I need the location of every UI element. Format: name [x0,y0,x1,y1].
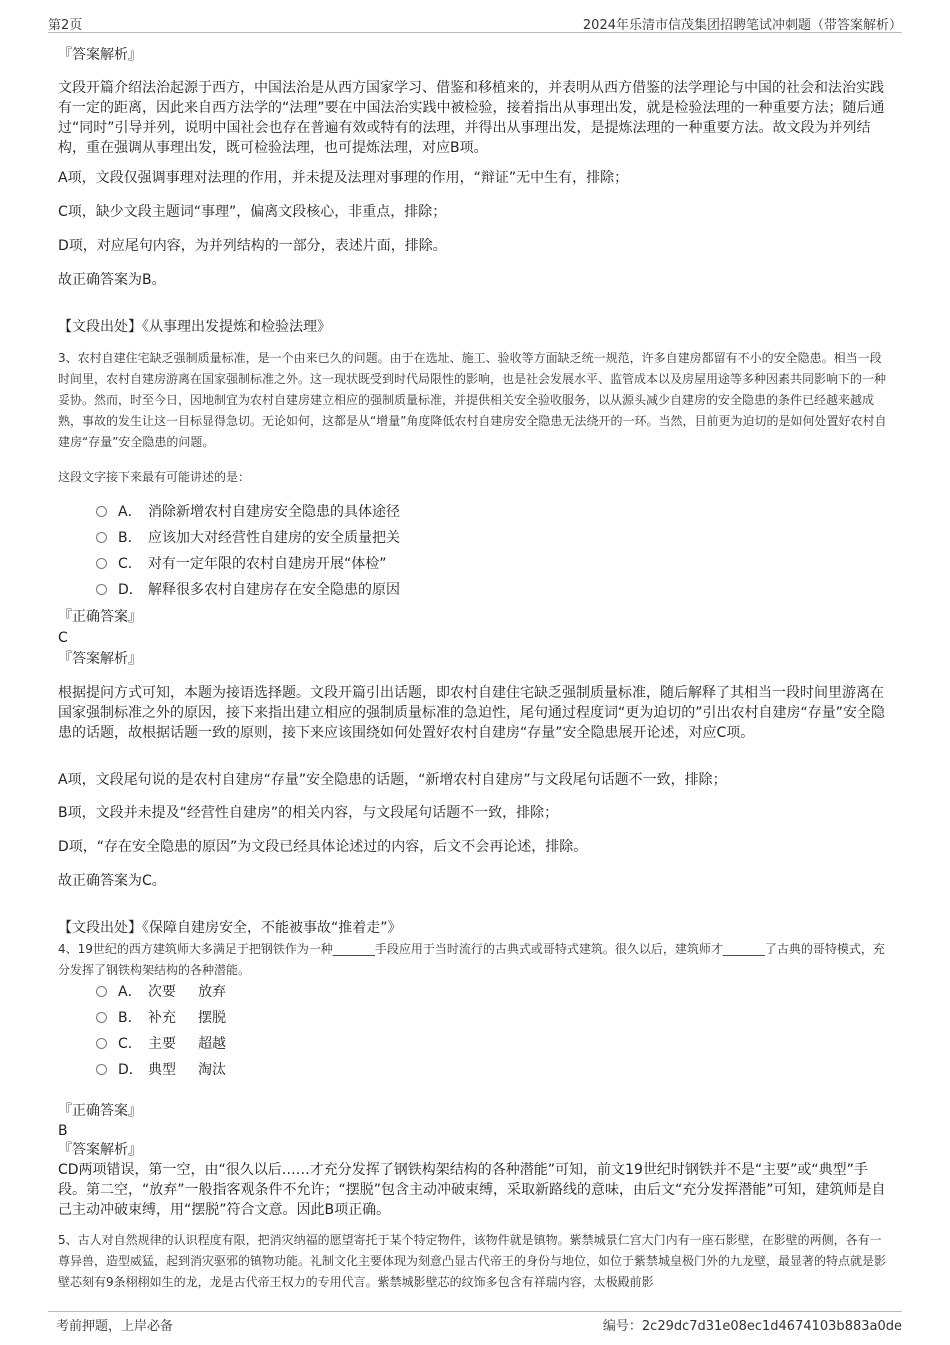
document-title: 2024年乐清市信茂集团招聘笔试冲刺题（带答案解析） [582,18,902,33]
radio-icon[interactable] [96,506,107,517]
q3-analysis-text: 根据提问方式可知，本题为接语选择题。文段开篇引出话题，即农村自建住宅缺乏强制质量标准，随后解释了其相当一段时间里游离在国家强制标准之外的原因，接下来指出建立相应的强制质量标准的急迫性，尾句通过程度词“更为迫切的”引出农村自建房“存量”安全隐患的话题，故根据话题一致的原则，接下来应该围绕如何处置好农村自建房“存量”安全隐患展开论述，对应C项。 [58,685,886,741]
q4-option-a[interactable]: A． 次要 放弃 [96,982,226,1002]
q3-option-c[interactable]: C． 对有一定年限的农村自建房开展“体检” [96,554,387,574]
q4-option-b[interactable]: B． 补充 摆脱 [96,1008,226,1028]
q3-answer: C [58,630,68,646]
radio-icon[interactable] [96,1064,107,1075]
q2-option-a-explanation: A项，文段仅强调事理对法理的作用，并未提及法理对事理的作用，“辩证”无中生有，排除； [58,170,629,186]
radio-icon[interactable] [96,986,107,997]
radio-icon[interactable] [96,532,107,543]
q2-option-d-explanation: D项，对应尾句内容，为并列结构的一部分，表述片面，排除。 [58,238,447,254]
q3-prompt: 这段文字接下来最有可能讲述的是： [58,470,251,484]
footer-slogan: 考前押题，上岸必备 [56,1319,174,1334]
q3-question-text: 3、农村自建住宅缺乏强制质量标准，是一个由来已久的问题。由于在选址、施工、验收等方面缺乏统一规范，许多自建房都留有不小的安全隐患。相当一段时间里，农村自建房游离在国家强制标准之外。这一现状既受到时代局限性的影响，也是社会发展水平、监管成本以及房屋用途等多种因素共同影响下的一种妥协。然而，时至今日，因地制宜为农村自建房建立相应的强制质量标准，并提供相关安全验收服务，以从源头减少自建房的安全隐患的条件已经越来越成熟，事故的发生让这一目标显得急切。无论如何，这都是从“增量”角度降低农村自建房安全隐患无法绕开的一环。当然，目前更为迫切的是如何处置好农村自建房“存量”安全隐患的问题。 [58,351,887,449]
q3-option-a[interactable]: A． 消除新增农村自建房安全隐患的具体途径 [96,502,400,522]
document-code: 编号：2c29dc7d31e08ec1d4674103b883a0de [602,1319,902,1334]
q2-analysis-label: 『答案解析』 [58,47,142,63]
q4-option-d[interactable]: D． 典型 淘汰 [96,1060,226,1080]
q4-answer-label: 『正确答案』 [58,1103,142,1119]
q3-analysis-label: 『答案解析』 [58,651,142,667]
q4-option-c[interactable]: C． 主要 超越 [96,1034,226,1054]
page-header [48,10,902,33]
q3-option-b-explanation: B项，文段并未提及“经营性自建房”的相关内容，与文段尾句话题不一致，排除； [58,805,559,821]
page-number: 第2页 [48,18,83,33]
q3-option-b[interactable]: B． 应该加大对经营性自建房的安全质量把关 [96,528,400,548]
q4-analysis-text: CD两项错误，第一空，由“很久以后……才充分发挥了钢铁构架结构的各种潜能”可知，前文19世纪时钢铁并不是“主要”或“典型”手段。第二空，“放弃”一般指客观条件不允许；“摆脱”包含主动冲破束缚，采取新路线的意味，由后文“充分发挥潜能”可知，建筑师是自己主动冲破束缚，用“摆脱”符合文意。因此B项正确。 [58,1162,886,1218]
q3-conclusion: 故正确答案为C。 [58,873,166,889]
q3-option-a-explanation: A项，文段尾句说的是农村自建房“存量”安全隐患的话题，“新增农村自建房”与文段尾句话题不一致，排除； [58,772,727,788]
q4-question-text: 4、19世纪的西方建筑师大多满足于把钢铁作为一种_______手段应用于当时流行的古典式或哥特式建筑。很久以后，建筑师才_______了古典的哥特模式，充分发挥了钢铁构架结构的各种潜能。 [58,942,885,977]
radio-icon[interactable] [96,558,107,569]
q2-option-c-explanation: C项，缺少文段主题词“事理”，偏离文段核心，非重点，排除； [58,204,447,220]
q3-option-d-explanation: D项，“存在安全隐患的原因”为文段已经具体论述过的内容，后文不会再论述，排除。 [58,839,588,855]
q3-source: 【文段出处】《保障自建房安全，不能被事故“推着走”》 [58,920,402,936]
q3-answer-label: 『正确答案』 [58,609,142,625]
q4-answer: B [58,1123,68,1139]
q4-analysis-label: 『答案解析』 [58,1142,142,1158]
q5-question-text: 5、古人对自然规律的认识程度有限，把消灾纳福的愿望寄托于某个特定物件，该物件就是镇物。紫禁城景仁宫大门内有一座石影壁，在影壁的两侧，各有一尊异兽，造型威猛，起到消灾驱邪的镇物功能。礼制文化主要体现为刻意凸显古代帝王的身份与地位，如位于紫禁城皇极门外的九龙壁，最显著的特点就是影壁芯刻有9条栩栩如生的龙，龙是古代帝王权力的专用代言。紫禁城影壁芯的纹饰多包含有祥瑞内容，太极殿前影 [58,1233,887,1289]
radio-icon[interactable] [96,1038,107,1049]
page-footer [48,1311,902,1334]
q2-analysis-text: 文段开篇介绍法治起源于西方，中国法治是从西方国家学习、借鉴和移植来的，并表明从西方借鉴的法学理论与中国的社会和法治实践有一定的距离，因此来自西方法学的“法理”要在中国法治实践中被检验，接着指出从事理出发，就是检验法理的一种重要方法；随后通过“同时”引导并列，说明中国社会也存在普遍有效或特有的法理，并得出从事理出发，是提炼法理的一种重要方法。故文段为并列结构，重在强调从事理出发，既可检验法理，也可提炼法理，对应B项。 [58,80,885,156]
q3-option-d[interactable]: D． 解释很多农村自建房存在安全隐患的原因 [96,580,400,600]
radio-icon[interactable] [96,1012,107,1023]
radio-icon[interactable] [96,584,107,595]
q2-source: 【文段出处】《从事理出发提炼和检验法理》 [58,319,331,335]
q2-conclusion: 故正确答案为B。 [58,272,166,288]
